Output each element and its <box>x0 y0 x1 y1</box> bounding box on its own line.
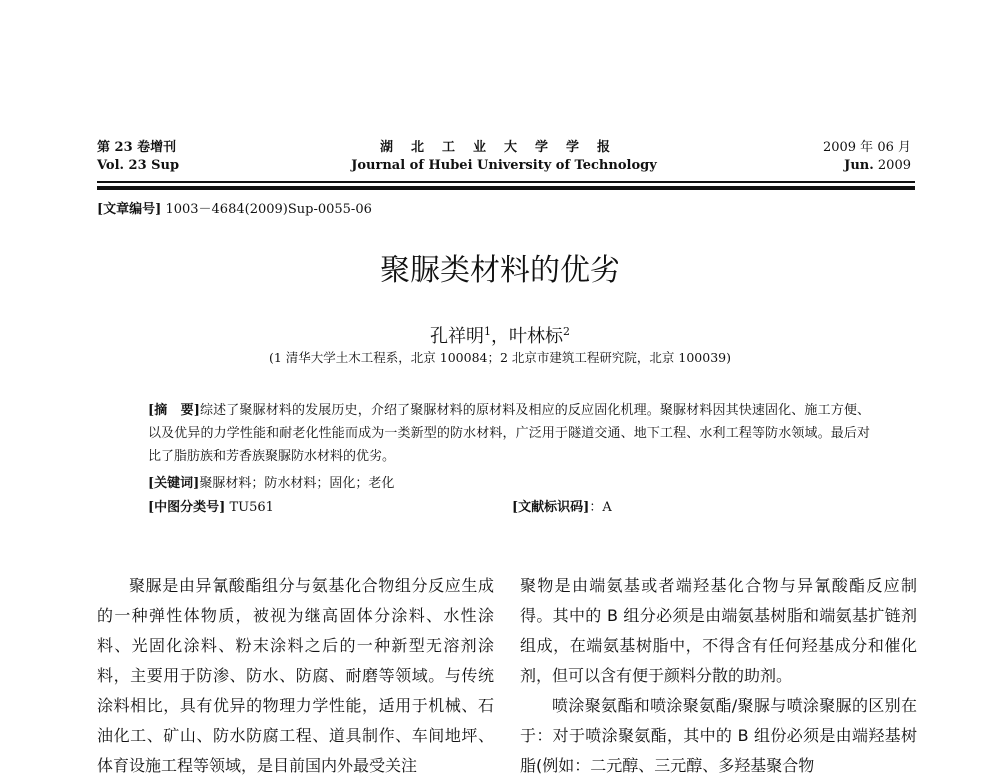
document-code-value: ：A <box>589 500 612 515</box>
abstract <box>148 399 870 468</box>
clc-value: TU561 <box>229 500 274 515</box>
header-rule-thin <box>97 181 915 183</box>
article-number <box>97 201 372 219</box>
paper-title: 聚脲类材料的优劣 <box>380 253 620 288</box>
body-paragraph: 喷涂聚氨酯和喷涂聚氨酯/聚脲与喷涂聚脲的区别在于：对于喷涂聚氨酯，其中的 B 组份必须是由端羟基树脂(例如：二元醇、三元醇、多羟基聚合物 <box>520 696 917 775</box>
journal-name-en: Journal of Hubei University of Technology <box>351 158 657 173</box>
keywords-text: 聚脲材料；防水材料；固化；老化 <box>199 476 395 491</box>
body-paragraph: 聚物是由端氨基或者端羟基化合物与异氰酸酯反应制得。其中的 B 组分必须是由端氨基树脂和端氨基扩链剂组成，在端氨基树脂中，不得含有任何羟基成分和催化剂，但可以含有便于颜料分散的助剂。 <box>520 576 917 685</box>
authors: 孔祥明$^1$，叶林标$^2$ <box>430 325 570 347</box>
volume-en: Vol. 23 Sup <box>97 158 180 173</box>
abstract-text: 综述了聚脲材料的发展历史，介绍了聚脲材料的原材料及相应的反应固化机理。聚脲材料因其快速固化、施工方便、以及优异的力学性能和耐老化性能而成为一类新型的防水材料，广泛用于隧道交通、地下工程、水利工程等防水领域。最后对比了脂肪族和芳香族聚脲防水材料的优劣。 <box>148 403 870 464</box>
abstract-label: [摘 要] <box>148 403 200 418</box>
author-2: 叶林标 <box>509 326 563 347</box>
keywords <box>148 474 394 494</box>
article-number-value: 1003－4684(2009)Sup-0055-06 <box>165 202 372 217</box>
issue-date <box>823 139 911 175</box>
author-1: 孔祥明 <box>430 326 484 347</box>
body-column-left <box>97 571 494 781</box>
affiliations: (1 清华大学土木工程系，北京 100084；2 北京市建筑工程研究院，北京 100039) <box>269 350 731 365</box>
body-column-right <box>520 571 917 781</box>
journal-name-cn: 湖北工业大学学报 <box>379 140 628 155</box>
clc-label: [中图分类号] <box>148 500 226 515</box>
journal-name <box>300 139 708 175</box>
volume-info <box>97 139 179 175</box>
document-code-label: [文献标识码] <box>512 500 590 515</box>
document-code <box>512 498 612 518</box>
body-paragraph: 聚脲是由异氰酸酯组分与氨基化合物组分反应生成的一种弹性体物质，被视为继高固体分涂料、水性涂料、光固化涂料、粉末涂料之后的一种新型无溶剂涂料，主要用于防渗、防水、防腐、耐磨等领域。与传统涂料相比，具有优异的物理力学性能，适用于机械、石油化工、矿山、防水防腐工程、道具制作、车间地坪、体育设施工程等领域，是目前国内外最受关注 <box>97 576 494 775</box>
issue-date-en: Jun. 2009 <box>844 158 911 173</box>
issue-date-cn: 2009 年 06 月 <box>822 140 911 155</box>
article-number-label: [文章编号] <box>97 202 162 217</box>
keywords-label: [关键词] <box>148 476 200 491</box>
volume-cn: 第 23 卷增刊 <box>97 140 177 155</box>
clc-number <box>148 498 274 518</box>
header-rule-thick <box>97 186 915 190</box>
